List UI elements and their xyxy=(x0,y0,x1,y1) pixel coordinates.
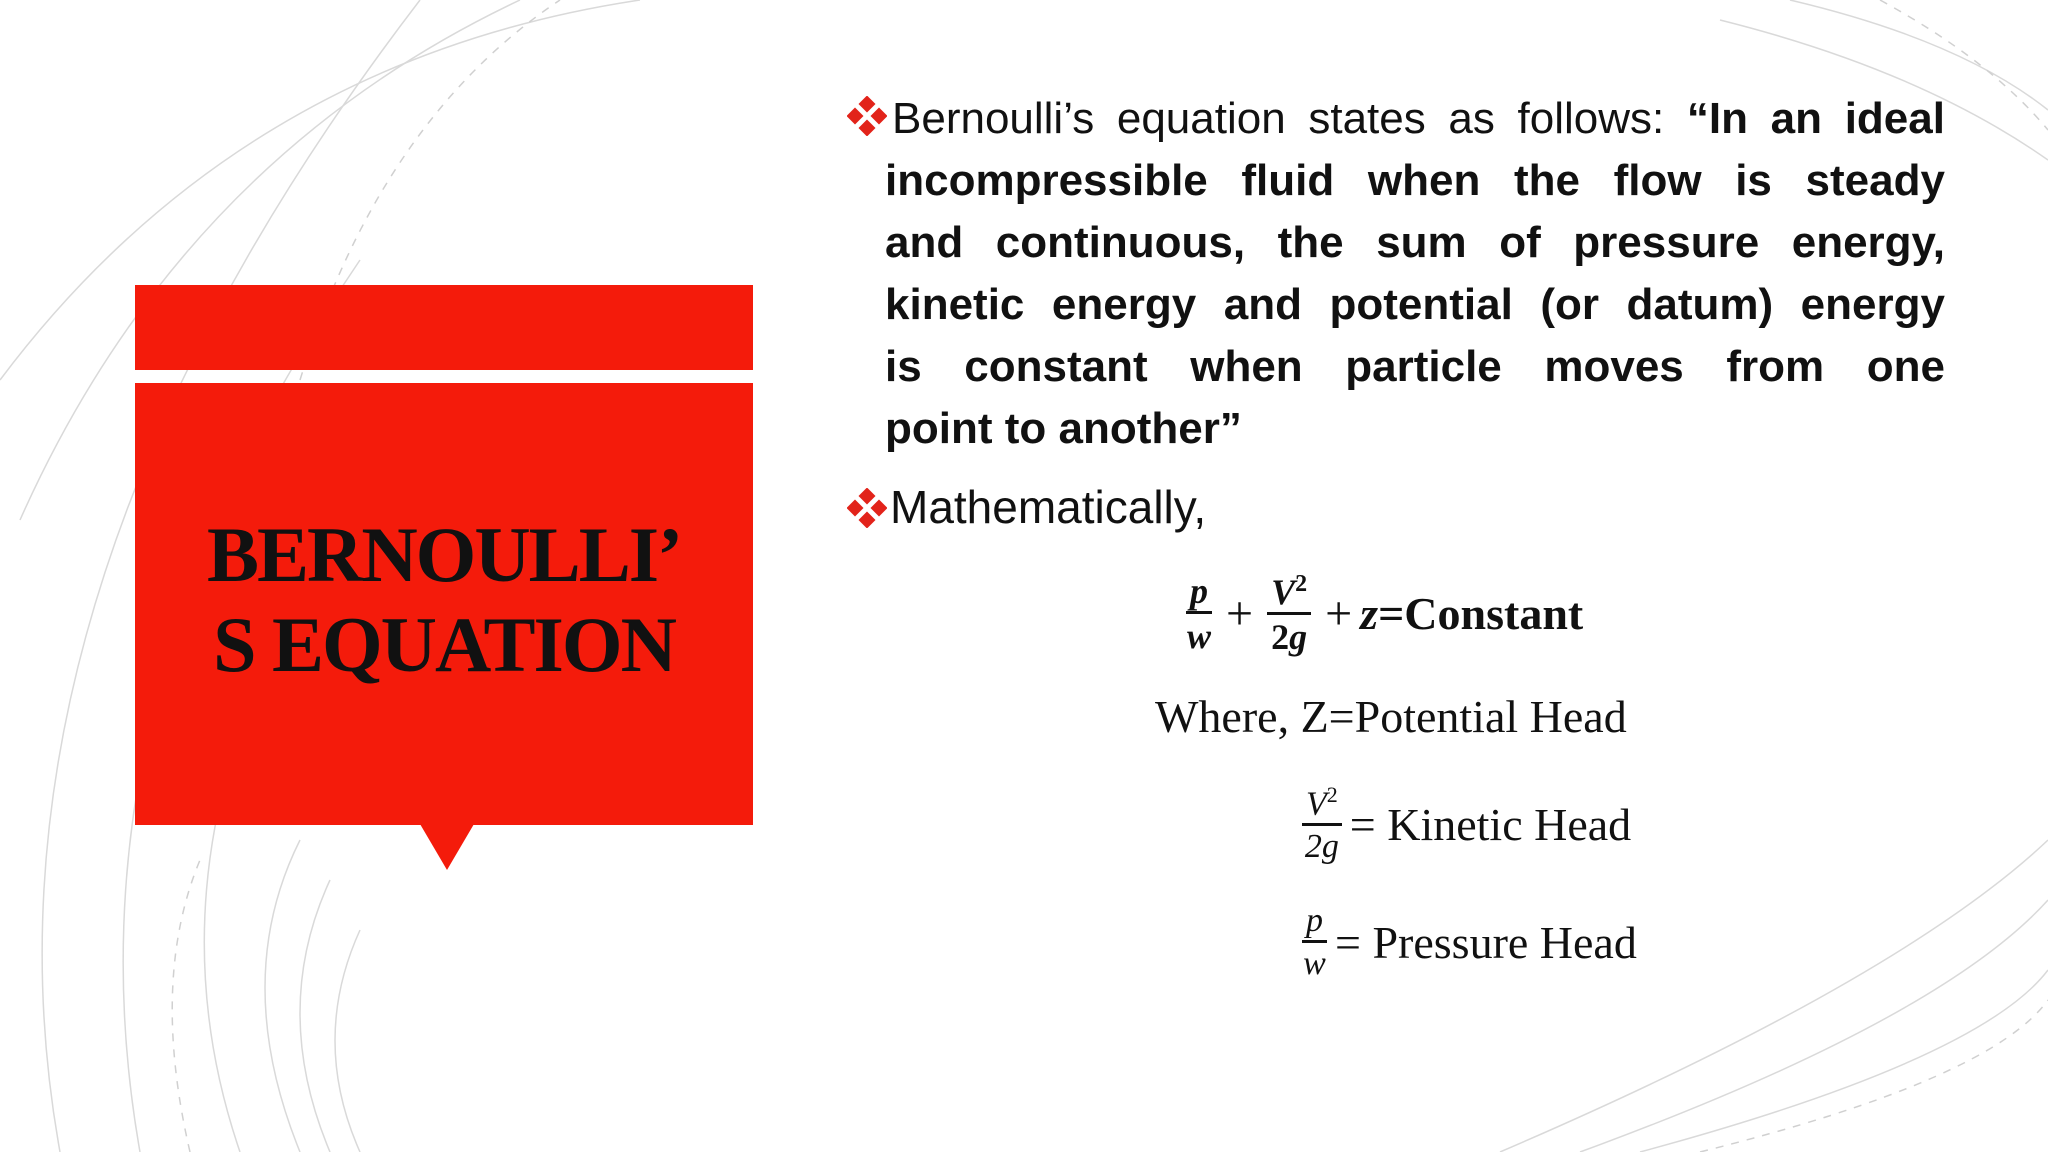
callout-pointer xyxy=(420,824,474,870)
pressure-head-definition: $\frac{p}{w}$ = Pressure Head xyxy=(1303,902,1637,982)
where-line: Where, Z=Potential Head xyxy=(1155,691,1627,742)
bernoulli-formula: $\frac{p}{w}$ + $\frac{V^2}{2g}$ + z =Constant xyxy=(1186,571,1584,657)
definition-paragraph xyxy=(885,88,1945,460)
kinetic-head-definition: $\frac{V^2}{2g}$ = Kinetic Head xyxy=(1296,784,1631,864)
pressure-fraction: $\frac{p}{w}$ xyxy=(1186,571,1211,656)
paragraph-line: point to another” xyxy=(885,404,1242,453)
paragraph-line: is constant when particle moves from one xyxy=(885,342,1945,391)
paragraph-line: Bernoulli’s equation states as follows: “In an ideal xyxy=(892,94,1945,143)
paragraph-line: incompressible fluid when the flow is steady xyxy=(885,156,1945,205)
title-line-1: BERNOULLI’ xyxy=(206,511,682,598)
mathematically-label: Mathematically, xyxy=(890,481,1207,533)
diamond-bullet-icon xyxy=(847,96,887,136)
paragraph-line: and continuous, the sum of pressure energy, xyxy=(885,218,1945,267)
velocity-fraction: $\frac{V^2}{2g}$ xyxy=(1267,572,1311,655)
slide-title xyxy=(135,510,753,690)
diamond-bullet-icon xyxy=(847,488,887,528)
paragraph-line: kinetic energy and potential (or datum) energy xyxy=(885,280,1945,329)
title-accent-bar xyxy=(135,285,753,370)
title-line-2: S EQUATION xyxy=(213,601,675,688)
